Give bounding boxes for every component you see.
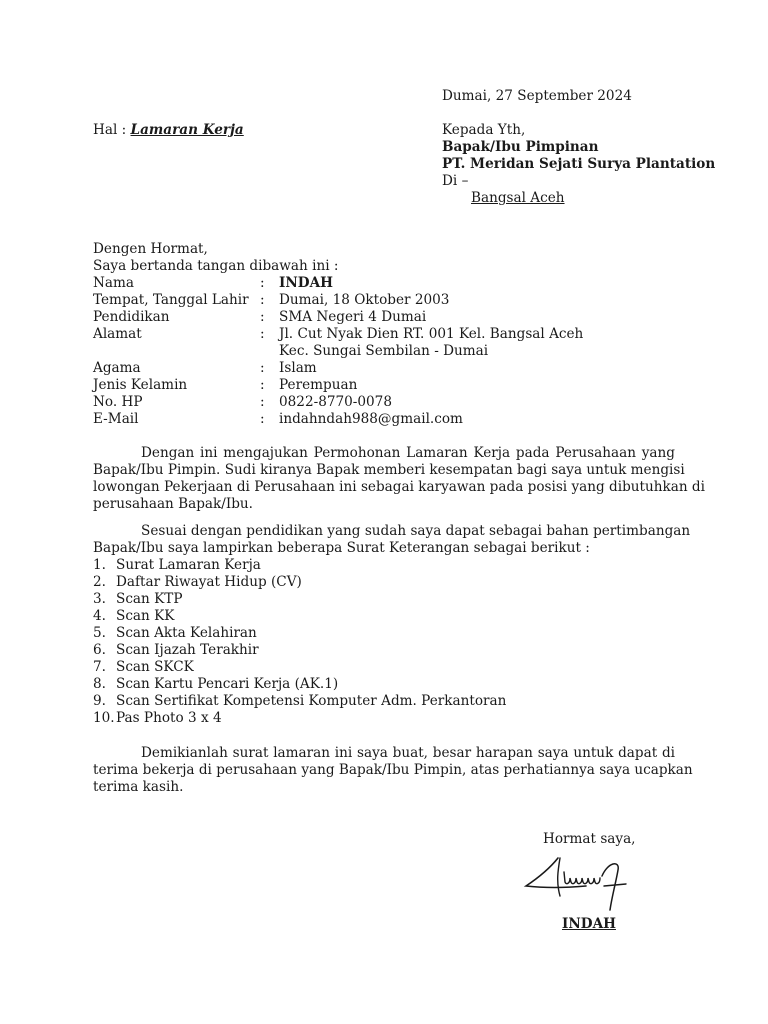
closing-line: terima kasih. <box>93 779 184 795</box>
paragraph2-line: Sesuai dengan pendidikan yang sudah saya dapat sebagai bahan pertimbangan <box>141 523 691 539</box>
list-text: Scan KTP <box>116 591 183 607</box>
field-row <box>0 377 768 394</box>
field-colon: : <box>260 394 265 410</box>
list-number: 10. <box>93 710 115 726</box>
field-colon: : <box>260 309 265 325</box>
field-colon: : <box>260 411 265 427</box>
list-item <box>0 659 768 676</box>
field-value: Dumai, 18 Oktober 2003 <box>279 292 450 308</box>
field-colon: : <box>260 377 265 393</box>
list-number: 1. <box>93 557 106 573</box>
list-text: Scan KK <box>116 608 175 624</box>
field-colon: : <box>260 360 265 376</box>
field-row <box>0 275 768 292</box>
salutation: Dengen Hormat, <box>93 241 208 257</box>
field-row <box>0 360 768 377</box>
list-number: 6. <box>93 642 106 658</box>
list-number: 7. <box>93 659 106 675</box>
list-item <box>0 557 768 574</box>
field-label: Tempat, Tanggal Lahir <box>93 292 249 308</box>
field-label: Alamat <box>93 326 142 342</box>
list-item <box>0 676 768 693</box>
paragraph1-line: Bapak/Ibu Pimpin. Sudi kiranya Bapak memberi kesempatan bagi saya untuk mengisi <box>93 462 685 478</box>
list-text: Scan Ijazah Terakhir <box>116 642 259 658</box>
field-colon: : <box>260 275 265 291</box>
list-text: Scan Akta Kelahiran <box>116 625 257 641</box>
list-item <box>0 608 768 625</box>
list-number: 9. <box>93 693 106 709</box>
list-item <box>0 574 768 591</box>
subject-label: Hal : <box>93 122 127 138</box>
paragraph2-line: Bapak/Ibu saya lampirkan beberapa Surat Keterangan sebagai berikut : <box>93 540 590 556</box>
field-row <box>0 309 768 326</box>
field-value: Islam <box>279 360 317 376</box>
field-colon: : <box>260 292 265 308</box>
field-label: Agama <box>93 360 141 376</box>
list-item <box>0 625 768 642</box>
list-text: Scan Sertifikat Kompetensi Komputer Adm. Perkantoran <box>116 693 507 709</box>
recipient-name: Bapak/Ibu Pimpinan <box>442 139 599 155</box>
list-item <box>0 710 768 727</box>
field-value: 0822-8770-0078 <box>279 394 392 410</box>
signature-image <box>520 852 640 922</box>
field-row <box>0 394 768 411</box>
recipient-location: Bangsal Aceh <box>471 190 565 206</box>
field-value: Perempuan <box>279 377 358 393</box>
list-text: Daftar Riwayat Hidup (CV) <box>116 574 302 590</box>
field-value: Kec. Sungai Sembilan - Dumai <box>279 343 489 359</box>
recipient-company: PT. Meridan Sejati Surya Plantation <box>442 156 716 172</box>
list-number: 3. <box>93 591 106 607</box>
field-label: Nama <box>93 275 134 291</box>
closing-line: Demikianlah surat lamaran ini saya buat, besar harapan saya untuk dapat di <box>141 745 675 761</box>
intro-line: Saya bertanda tangan dibawah ini : <box>93 258 339 274</box>
subject-text: Lamaran Kerja <box>130 122 244 138</box>
field-label: No. HP <box>93 394 143 410</box>
field-row-continued <box>0 343 768 360</box>
list-item <box>0 591 768 608</box>
field-value: indahndah988@gmail.com <box>279 411 463 427</box>
list-text: Scan SKCK <box>116 659 194 675</box>
list-text: Scan Kartu Pencari Kerja (AK.1) <box>116 676 339 692</box>
list-number: 2. <box>93 574 106 590</box>
list-item <box>0 693 768 710</box>
recipient-greeting: Kepada Yth, <box>442 122 526 138</box>
list-item <box>0 642 768 659</box>
list-text: Pas Photo 3 x 4 <box>116 710 222 726</box>
list-number: 4. <box>93 608 106 624</box>
paragraph1-line: Dengan ini mengajukan Permohonan Lamaran Kerja pada Perusahaan yang <box>141 445 675 461</box>
field-row <box>0 292 768 309</box>
recipient-di: Di – <box>442 173 469 189</box>
field-value: INDAH <box>279 275 333 291</box>
field-label: Pendidikan <box>93 309 170 325</box>
closing-line: terima bekerja di perusahaan yang Bapak/Ibu Pimpin, atas perhatiannya saya ucapkan <box>93 762 693 778</box>
subject-line <box>93 122 244 139</box>
letter-date: Dumai, 27 September 2024 <box>442 88 632 104</box>
field-value: Jl. Cut Nyak Dien RT. 001 Kel. Bangsal Aceh <box>279 326 584 342</box>
sign-off: Hormat saya, <box>543 831 636 847</box>
paragraph1-line: lowongan Pekerjaan di Perusahaan ini sebagai karyawan pada posisi yang dibutuhkan di <box>93 479 705 495</box>
list-number: 5. <box>93 625 106 641</box>
field-value: SMA Negeri 4 Dumai <box>279 309 427 325</box>
field-row <box>0 326 768 343</box>
field-label: E-Mail <box>93 411 139 427</box>
field-colon: : <box>260 326 265 342</box>
signer-name: INDAH <box>562 916 616 932</box>
field-row <box>0 411 768 428</box>
field-label: Jenis Kelamin <box>93 377 188 393</box>
list-number: 8. <box>93 676 106 692</box>
paragraph1-line: perusahaan Bapak/Ibu. <box>93 496 253 512</box>
list-text: Surat Lamaran Kerja <box>116 557 261 573</box>
